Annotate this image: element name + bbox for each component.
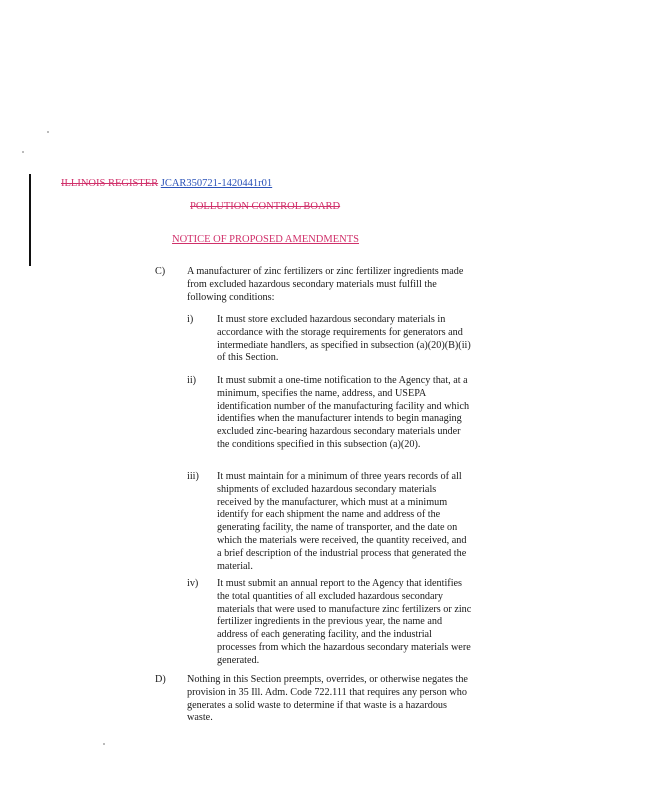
paragraph-label: i) bbox=[187, 314, 194, 325]
board-title: POLLUTION CONTROL BOARD bbox=[190, 201, 341, 212]
paragraph-label: iii) bbox=[187, 471, 199, 482]
subparagraph-iv bbox=[0, 578, 671, 668]
subparagraph-iii bbox=[0, 471, 671, 571]
register-code: JCAR350721-1420441r01 bbox=[160, 178, 273, 189]
scan-speck bbox=[103, 743, 105, 745]
paragraph-label: iv) bbox=[187, 578, 199, 589]
paragraph-d bbox=[0, 674, 671, 730]
paragraph-text: It must store excluded hazardous secondary materials in accordance with the storage requirements for generators and intermediate handlers, as specified in subsection (a)(20)(B)(ii) of this Section. bbox=[217, 314, 471, 364]
paragraph-text: It must maintain for a minimum of three years records of all shipments of excluded hazardous secondary materials received by the manufacturer, which must at a minimum identify for each shipment the name and address of the generating facility, the name of transporter, and the date on which the materials were received, the quantity received, and a brief description of the industrial process that generated the material. bbox=[217, 471, 467, 572]
revision-change-bar bbox=[29, 174, 31, 266]
register-label: ILLINOIS REGISTER bbox=[61, 178, 159, 189]
paragraph-text: It must submit a one-time notification to the Agency that, at a minimum, specifies the name, address, and USEPA identification number of the manufacturing facility and which identifies when the manufacturer intends to begin managing excluded zinc-bearing hazardous secondary materials under the conditions specified in this subsection (a)(20). bbox=[217, 375, 470, 450]
paragraph-label: C) bbox=[155, 266, 166, 277]
paragraph-label: D) bbox=[155, 674, 166, 685]
paragraph-text: Nothing in this Section preempts, overrides, or otherwise negates the provision in 35 Ill. Adm. Code 722.111 that requires any person who generates a solid waste to determine if that waste is a hazardous waste. bbox=[187, 674, 468, 724]
subparagraph-i bbox=[0, 314, 671, 366]
scan-speck bbox=[22, 151, 24, 153]
paragraph-label: ii) bbox=[187, 375, 197, 386]
paragraph-c bbox=[0, 266, 671, 306]
subparagraph-ii bbox=[0, 375, 671, 455]
register-header bbox=[61, 178, 272, 189]
paragraph-text: It must submit an annual report to the Agency that identifies the total quantities of all excluded hazardous secondary materials that were used to manufacture zinc fertilizers or zinc fertilizer ingredients in the previous year, the name and address of each generating facility, and the industrial processes from which the hazardous secondary materials were generated. bbox=[217, 578, 472, 666]
paragraph-text: A manufacturer of zinc fertilizers or zinc fertilizer ingredients made from excluded hazardous secondary materials must fulfill the following conditions: bbox=[187, 266, 464, 303]
scan-speck bbox=[47, 131, 49, 133]
notice-title: NOTICE OF PROPOSED AMENDMENTS bbox=[172, 234, 359, 245]
